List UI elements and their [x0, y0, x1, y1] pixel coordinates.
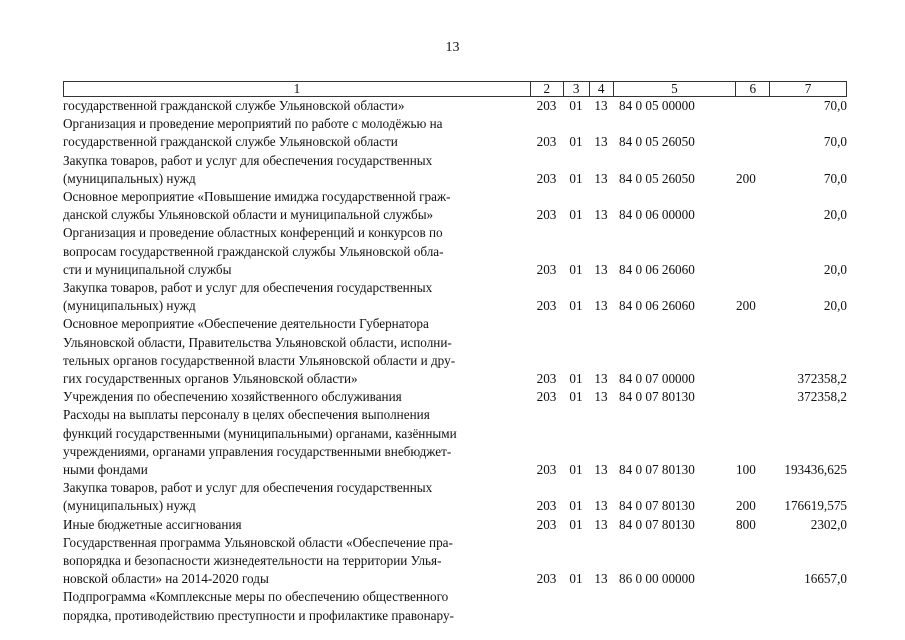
row-description: [63, 479, 530, 515]
row-description: [63, 516, 530, 534]
description-line: функций государственными (муниципальными) органами, казёнными: [63, 425, 457, 441]
row-code-subsection: 13: [594, 371, 608, 387]
table-row: [63, 534, 847, 589]
budget-table: [63, 81, 847, 625]
row-code-ministry: 203: [536, 207, 557, 223]
table-row: [63, 406, 847, 479]
row-target-article: 84 0 07 80130: [619, 462, 695, 478]
description-line: Расходы на выплаты персоналу в целях обеспечения выполнения: [63, 407, 430, 423]
table-header: [63, 81, 847, 97]
row-code-section: 01: [569, 261, 583, 277]
description-line: Ульяновской области, Правительства Ульяновской области, исполни-: [63, 334, 452, 350]
table-row: [63, 115, 847, 151]
description-line: государственной гражданской службе Ульяновской области: [63, 134, 398, 150]
row-code-section: 01: [569, 389, 583, 405]
row-description: [63, 534, 530, 589]
row-expense-type: 200: [736, 170, 756, 186]
header-col-6: 6: [735, 82, 769, 96]
row-amount: 20,0: [823, 298, 847, 314]
row-code-section: 01: [569, 516, 583, 532]
description-line: (муниципальных) нужд: [63, 298, 196, 314]
row-amount: 16657,0: [804, 571, 847, 587]
description-line: вопросам государственной гражданской службы Ульяновской обла-: [63, 243, 444, 259]
row-description: [63, 279, 530, 315]
row-target-article: 86 0 00 00000: [619, 571, 695, 587]
table-row: [63, 97, 847, 115]
description-line: учреждениями, органами управления государственными внебюджет-: [63, 443, 452, 459]
row-description: [63, 188, 530, 224]
row-expense-type: 800: [736, 516, 756, 532]
row-code-ministry: 203: [536, 371, 557, 387]
table-row: [63, 516, 847, 534]
table-row: [63, 588, 847, 624]
row-code-subsection: 13: [594, 571, 608, 587]
row-code-ministry: 203: [536, 261, 557, 277]
row-code-subsection: 13: [594, 207, 608, 223]
header-col-3: 3: [563, 82, 589, 96]
row-description: [63, 388, 530, 406]
row-code-section: 01: [569, 498, 583, 514]
description-line: Основное мероприятие «Обеспечение деятельности Губернатора: [63, 316, 429, 332]
header-col-2: 2: [530, 82, 563, 96]
row-amount: 20,0: [823, 207, 847, 223]
row-code-section: 01: [569, 462, 583, 478]
description-line: ными фондами: [63, 462, 148, 478]
row-code-ministry: 203: [536, 516, 557, 532]
row-target-article: 84 0 06 26060: [619, 261, 695, 277]
row-expense-type: 200: [736, 498, 756, 514]
row-target-article: 84 0 05 26050: [619, 170, 695, 186]
row-target-article: 84 0 07 00000: [619, 371, 695, 387]
row-code-ministry: 203: [536, 298, 557, 314]
header-col-4: 4: [589, 82, 613, 96]
row-code-subsection: 13: [594, 261, 608, 277]
table-body: [63, 97, 847, 625]
description-line: Государственная программа Ульяновской области «Обеспечение пра-: [63, 534, 453, 550]
row-description: [63, 97, 530, 115]
description-line: сти и муниципальной службы: [63, 261, 232, 277]
row-amount: 372358,2: [797, 389, 847, 405]
row-target-article: 84 0 06 00000: [619, 207, 695, 223]
description-line: (муниципальных) нужд: [63, 170, 196, 186]
row-amount: 176619,575: [784, 498, 847, 514]
row-code-subsection: 13: [594, 134, 608, 150]
row-code-section: 01: [569, 134, 583, 150]
row-code-section: 01: [569, 298, 583, 314]
page-number: 13: [445, 40, 460, 55]
row-code-ministry: 203: [536, 462, 557, 478]
row-code-ministry: 203: [536, 498, 557, 514]
row-target-article: 84 0 07 80130: [619, 498, 695, 514]
row-code-section: 01: [569, 571, 583, 587]
row-expense-type: 100: [736, 462, 756, 478]
row-description: [63, 406, 530, 479]
row-code-subsection: 13: [594, 516, 608, 532]
row-code-ministry: 203: [536, 571, 557, 587]
description-line: Подпрограмма «Комплексные меры по обеспечению общественного: [63, 589, 449, 605]
row-amount: 70,0: [823, 134, 847, 150]
description-line: Закупка товаров, работ и услуг для обеспечения государственных: [63, 480, 433, 496]
row-code-section: 01: [569, 207, 583, 223]
header-col-7: 7: [769, 82, 846, 96]
description-line: Основное мероприятие «Повышение имиджа государственной граж-: [63, 189, 451, 205]
header-col-1: 1: [293, 81, 301, 96]
header-col-5: 5: [613, 82, 736, 96]
row-target-article: 84 0 07 80130: [619, 389, 695, 405]
description-line: (муниципальных) нужд: [63, 498, 196, 514]
table-row: [63, 188, 847, 224]
description-line: порядка, противодействию преступности и профилактике правонару-: [63, 607, 454, 623]
row-code-section: 01: [569, 170, 583, 186]
table-row: [63, 152, 847, 188]
row-target-article: 84 0 07 80130: [619, 516, 695, 532]
row-amount: 372358,2: [797, 371, 847, 387]
description-line: гих государственных органов Ульяновской области»: [63, 371, 358, 387]
row-description: [63, 224, 530, 279]
row-amount: 20,0: [823, 261, 847, 277]
row-code-ministry: 203: [536, 98, 557, 113]
row-code-subsection: 13: [594, 389, 608, 405]
description-line: новской области» на 2014-2020 годы: [63, 571, 269, 587]
row-description: [63, 588, 530, 624]
description-line: государственной гражданской службе Ульяновской области»: [63, 98, 405, 113]
row-code-subsection: 13: [594, 170, 608, 186]
description-line: вопорядка и безопасности жизнедеятельности на территории Улья-: [63, 553, 442, 569]
row-code-ministry: 203: [536, 134, 557, 150]
row-amount: 70,0: [823, 98, 847, 113]
table-row: [63, 479, 847, 515]
row-description: [63, 315, 530, 388]
table-row: [63, 388, 847, 406]
row-amount: 193436,625: [784, 462, 847, 478]
row-code-section: 01: [569, 371, 583, 387]
row-code-subsection: 13: [594, 98, 608, 113]
description-line: тельных органов государственной власти Ульяновской области и дру-: [63, 352, 456, 368]
table-row: [63, 224, 847, 279]
row-target-article: 84 0 05 00000: [619, 98, 695, 113]
row-code-section: 01: [569, 98, 583, 113]
row-code-ministry: 203: [536, 170, 557, 186]
row-code-subsection: 13: [594, 498, 608, 514]
description-line: данской службы Ульяновской области и муниципальной службы»: [63, 207, 434, 223]
row-amount: 70,0: [823, 170, 847, 186]
row-code-ministry: 203: [536, 389, 557, 405]
description-line: Организация и проведение областных конференций и конкурсов по: [63, 225, 443, 241]
description-line: Закупка товаров, работ и услуг для обеспечения государственных: [63, 280, 433, 296]
description-line: Организация и проведение мероприятий по работе с молодёжью на: [63, 116, 443, 132]
description-line: Иные бюджетные ассигнования: [63, 516, 242, 532]
description-line: Закупка товаров, работ и услуг для обеспечения государственных: [63, 152, 433, 168]
row-code-subsection: 13: [594, 462, 608, 478]
row-target-article: 84 0 06 26060: [619, 298, 695, 314]
row-description: [63, 152, 530, 188]
row-code-subsection: 13: [594, 298, 608, 314]
table-row: [63, 315, 847, 388]
row-description: [63, 115, 530, 151]
row-target-article: 84 0 05 26050: [619, 134, 695, 150]
row-expense-type: 200: [736, 298, 756, 314]
table-row: [63, 279, 847, 315]
description-line: Учреждения по обеспечению хозяйственного обслуживания: [63, 389, 402, 405]
row-amount: 2302,0: [810, 516, 847, 532]
